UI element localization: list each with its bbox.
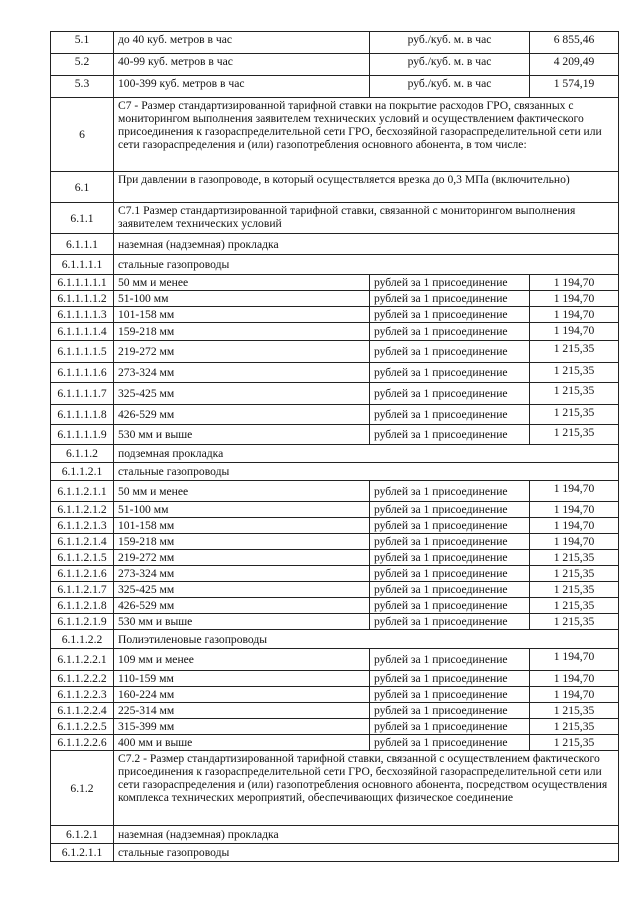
- row-name: 426-529 мм: [114, 598, 370, 614]
- row-name: 109 мм и менее: [114, 649, 370, 671]
- row-value: 1 194,70: [530, 307, 619, 323]
- table-row: [51, 550, 619, 566]
- row-unit: рублей за 1 присоединение: [370, 341, 530, 363]
- row-code: 5.1: [51, 32, 114, 54]
- row-unit: рублей за 1 присоединение: [370, 481, 530, 502]
- row-code: 6.1.1.1: [51, 234, 114, 255]
- row-code: 6.1.1.1.1: [51, 255, 114, 275]
- row-code: 6.1.1.2.2.3: [51, 687, 114, 703]
- row-code: 6.1.1.2.1.2: [51, 502, 114, 518]
- tariff-table-top: [50, 31, 619, 275]
- row-code: 5.3: [51, 76, 114, 98]
- table-row: [51, 323, 619, 341]
- section-row-6-1-1-1-1: [51, 255, 619, 275]
- row-code: 6.1.1.2.2.1: [51, 649, 114, 671]
- row-unit: рублей за 1 присоединение: [370, 291, 530, 307]
- row-code: 6.1.1.2.1: [51, 463, 114, 481]
- row-name: 100-399 куб. метров в час: [114, 76, 370, 98]
- row-name: 273-324 мм: [114, 566, 370, 582]
- section-row-6-1-2: [51, 751, 619, 826]
- row-unit: рублей за 1 присоединение: [370, 550, 530, 566]
- row-code: 6.1.1.1.1.2: [51, 291, 114, 307]
- row-name: 50 мм и менее: [114, 481, 370, 502]
- row-unit: рублей за 1 присоединение: [370, 582, 530, 598]
- row-value: 1 215,35: [530, 550, 619, 566]
- row-name: до 40 куб. метров в час: [114, 32, 370, 54]
- row-name: 159-218 мм: [114, 534, 370, 550]
- row-name: 159-218 мм: [114, 323, 370, 341]
- row-name: 219-272 мм: [114, 341, 370, 363]
- row-value: 1 215,35: [530, 425, 619, 445]
- section-text: С7.2 - Размер стандартизированной тарифной ставки, связанной с осуществлением фактического присоединения к газораспределительной сети ГРО, бесхозяйной газораспределительной сети или сети газораспределения и (или) газопотребления основного абонента, посредством осуществления комплекса технических мероприятий, обеспечивающих физическое соединение: [114, 751, 619, 826]
- row-value: 1 194,70: [530, 687, 619, 703]
- row-name: 530 мм и выше: [114, 425, 370, 445]
- row-value: 1 194,70: [530, 481, 619, 502]
- table-row: [51, 671, 619, 687]
- row-code: 6.1.1.1.1.1: [51, 275, 114, 291]
- row-unit: рублей за 1 присоединение: [370, 614, 530, 630]
- section-row-6-1-1-2: [51, 445, 619, 463]
- table-row: [51, 275, 619, 291]
- row-code: 6.1.1.2.1.3: [51, 518, 114, 534]
- table-row: [51, 307, 619, 323]
- row-unit: рублей за 1 присоединение: [370, 687, 530, 703]
- row-unit: рублей за 1 присоединение: [370, 363, 530, 383]
- section-text: При давлении в газопроводе, в который осуществляется врезка до 0,3 МПа (включительно): [114, 172, 619, 203]
- row-value: 1 194,70: [530, 534, 619, 550]
- row-code: 6.1.2.1.1: [51, 844, 114, 862]
- row-code: 6.1.1.2.1.5: [51, 550, 114, 566]
- row-code: 5.2: [51, 54, 114, 76]
- row-code: 6.1.1.2.1.4: [51, 534, 114, 550]
- row-name: 110-159 мм: [114, 671, 370, 687]
- row-name: 325-425 мм: [114, 582, 370, 598]
- row-code: 6.1.2.1: [51, 826, 114, 844]
- row-value: 4 209,49: [530, 54, 619, 76]
- section-text: наземная (надземная) прокладка: [114, 826, 619, 844]
- table-row: [51, 481, 619, 502]
- row-code: 6.1.1.1.1.5: [51, 341, 114, 363]
- section-text: Полиэтиленовые газопроводы: [114, 630, 619, 649]
- row-value: 6 855,46: [530, 32, 619, 54]
- row-value: 1 215,35: [530, 383, 619, 405]
- section-row-6-1-1-1: [51, 234, 619, 255]
- row-code: 6.1.1: [51, 203, 114, 234]
- row-value: 1 194,70: [530, 323, 619, 341]
- row-code: 6.1.1.1.1.8: [51, 405, 114, 425]
- section-text: стальные газопроводы: [114, 255, 619, 275]
- section-row-6-1: [51, 172, 619, 203]
- table-row: [51, 703, 619, 719]
- table-row: [51, 582, 619, 598]
- table-row: [51, 534, 619, 550]
- table-row: [51, 502, 619, 518]
- row-value: 1 215,35: [530, 582, 619, 598]
- row-value: 1 194,70: [530, 518, 619, 534]
- row-value: 1 215,35: [530, 363, 619, 383]
- row-value: 1 215,35: [530, 703, 619, 719]
- row-code: 6.1.1.2.1.6: [51, 566, 114, 582]
- row-value: 1 215,35: [530, 598, 619, 614]
- row-code: 6.1.1.2.2.2: [51, 671, 114, 687]
- row-code: 6.1.1.2.2.5: [51, 719, 114, 735]
- row-code: 6.1.1.2.1.8: [51, 598, 114, 614]
- table-row: [51, 518, 619, 534]
- row-name: 219-272 мм: [114, 550, 370, 566]
- table-row: [51, 687, 619, 703]
- row-name: 315-399 мм: [114, 719, 370, 735]
- row-name: 160-224 мм: [114, 687, 370, 703]
- section-text: стальные газопроводы: [114, 844, 619, 862]
- row-name: 530 мм и выше: [114, 614, 370, 630]
- row-unit: рублей за 1 присоединение: [370, 425, 530, 445]
- row-unit: рублей за 1 присоединение: [370, 719, 530, 735]
- row-unit: рублей за 1 присоединение: [370, 598, 530, 614]
- table-row: [51, 649, 619, 671]
- row-unit: рублей за 1 присоединение: [370, 534, 530, 550]
- section-row-6-1-1-2-1: [51, 463, 619, 481]
- row-unit: руб./куб. м. в час: [370, 54, 530, 76]
- row-code: 6.1.1.2.2.4: [51, 703, 114, 719]
- row-value: 1 215,35: [530, 405, 619, 425]
- section-text: наземная (надземная) прокладка: [114, 234, 619, 255]
- table-row: [51, 291, 619, 307]
- row-unit: рублей за 1 присоединение: [370, 405, 530, 425]
- row-value: 1 194,70: [530, 275, 619, 291]
- row-name: 101-158 мм: [114, 518, 370, 534]
- row-code: 6.1.1.1.1.4: [51, 323, 114, 341]
- table-row: [51, 76, 619, 98]
- row-name: 51-100 мм: [114, 502, 370, 518]
- row-name: 40-99 куб. метров в час: [114, 54, 370, 76]
- table-row: [51, 614, 619, 630]
- row-unit: руб./куб. м. в час: [370, 32, 530, 54]
- row-unit: рублей за 1 присоединение: [370, 307, 530, 323]
- table-row: [51, 719, 619, 735]
- section-row-6-1-1: [51, 203, 619, 234]
- section-text: подземная прокладка: [114, 445, 619, 463]
- row-value: 1 215,35: [530, 719, 619, 735]
- row-name: 50 мм и менее: [114, 275, 370, 291]
- tariff-document-page: [50, 31, 618, 862]
- row-name: 426-529 мм: [114, 405, 370, 425]
- row-unit: рублей за 1 присоединение: [370, 275, 530, 291]
- row-unit: руб./куб. м. в час: [370, 76, 530, 98]
- section-text: С7 - Размер стандартизированной тарифной ставки на покрытие расходов ГРО, связанных с мониторингом выполнения заявителем технических условий и осуществлением фактического присоединения к газораспределительной сети ГРО, бесхозяйной газораспределительной сети или сети газораспределения и (или) газопотребления основного абонента, в том числе:: [114, 98, 619, 172]
- table-row: [51, 598, 619, 614]
- row-code: 6.1.1.1.1.3: [51, 307, 114, 323]
- row-value: 1 215,35: [530, 566, 619, 582]
- table-row: [51, 32, 619, 54]
- row-value: 1 194,70: [530, 291, 619, 307]
- table-row: [51, 383, 619, 405]
- row-name: 225-314 мм: [114, 703, 370, 719]
- section-row-6-1-2-1-1: [51, 844, 619, 862]
- row-unit: рублей за 1 присоединение: [370, 703, 530, 719]
- section-text: стальные газопроводы: [114, 463, 619, 481]
- row-code: 6.1.1.2.2.6: [51, 735, 114, 751]
- row-code: 6.1.2: [51, 751, 114, 826]
- table-row: [51, 405, 619, 425]
- table-row: [51, 425, 619, 445]
- row-name: 51-100 мм: [114, 291, 370, 307]
- section-text: С7.1 Размер стандартизированной тарифной ставки, связанной с мониторингом выполнения заявителем технических условий: [114, 203, 619, 234]
- row-code: 6.1.1.2.2: [51, 630, 114, 649]
- tariff-table-detail: [50, 274, 619, 862]
- table-row: [51, 566, 619, 582]
- row-value: 1 194,70: [530, 502, 619, 518]
- row-name: 101-158 мм: [114, 307, 370, 323]
- row-name: 273-324 мм: [114, 363, 370, 383]
- section-row-6-1-1-2-2: [51, 630, 619, 649]
- row-name: 325-425 мм: [114, 383, 370, 405]
- row-value: 1 194,70: [530, 671, 619, 687]
- section-row-6-1-2-1: [51, 826, 619, 844]
- row-unit: рублей за 1 присоединение: [370, 566, 530, 582]
- row-code: 6.1.1.2.1.1: [51, 481, 114, 502]
- row-code: 6.1.1.1.1.6: [51, 363, 114, 383]
- section-row-6: [51, 98, 619, 172]
- row-code: 6: [51, 98, 114, 172]
- table-row: [51, 735, 619, 751]
- row-unit: рублей за 1 присоединение: [370, 323, 530, 341]
- row-code: 6.1: [51, 172, 114, 203]
- table-row: [51, 341, 619, 363]
- row-unit: рублей за 1 присоединение: [370, 383, 530, 405]
- row-value: 1 215,35: [530, 341, 619, 363]
- row-unit: рублей за 1 присоединение: [370, 735, 530, 751]
- row-code: 6.1.1.2.1.7: [51, 582, 114, 598]
- table-row: [51, 363, 619, 383]
- row-unit: рублей за 1 присоединение: [370, 671, 530, 687]
- row-unit: рублей за 1 присоединение: [370, 518, 530, 534]
- row-code: 6.1.1.1.1.9: [51, 425, 114, 445]
- row-value: 1 194,70: [530, 649, 619, 671]
- row-name: 400 мм и выше: [114, 735, 370, 751]
- row-value: 1 215,35: [530, 614, 619, 630]
- table-row: [51, 54, 619, 76]
- row-value: 1 574,19: [530, 76, 619, 98]
- row-unit: рублей за 1 присоединение: [370, 502, 530, 518]
- row-code: 6.1.1.2: [51, 445, 114, 463]
- row-code: 6.1.1.1.1.7: [51, 383, 114, 405]
- row-unit: рублей за 1 присоединение: [370, 649, 530, 671]
- row-code: 6.1.1.2.1.9: [51, 614, 114, 630]
- row-value: 1 215,35: [530, 735, 619, 751]
